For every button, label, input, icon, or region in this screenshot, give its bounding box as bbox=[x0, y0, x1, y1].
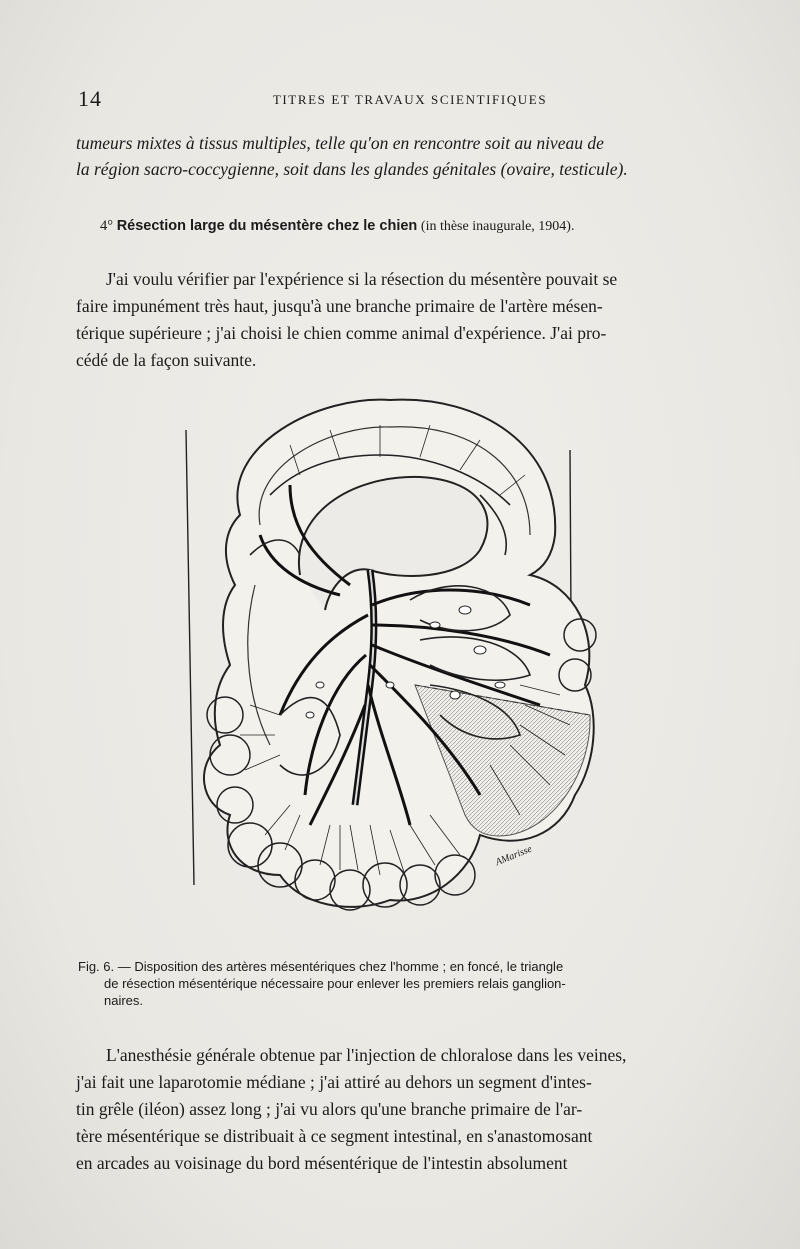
text-line: cédé de la façon suivante. bbox=[76, 350, 257, 370]
paragraph-2 bbox=[76, 1042, 718, 1177]
caption-line: Disposition des artères mésentériques chez l'homme ; en foncé, le triangle bbox=[134, 959, 564, 974]
page-number: 14 bbox=[78, 86, 102, 111]
mesenteric-arteries-illustration bbox=[180, 385, 610, 930]
caption-line: de résection mésentérique nécessaire pour enlever les premiers relais ganglion- bbox=[104, 976, 566, 991]
intro-text bbox=[76, 130, 718, 182]
text-line: tin grêle (iléon) assez long ; j'ai vu alors qu'une branche primaire de l'ar- bbox=[76, 1099, 583, 1119]
text-line: L'anesthésie générale obtenue par l'injection de chloralose dans les veines, bbox=[106, 1045, 627, 1065]
text-line: la région sacro-coccygienne, soit dans les glandes génitales (ovaire, testicule). bbox=[76, 159, 628, 179]
paragraph-1 bbox=[76, 266, 718, 374]
engraver-signature: AMarisse bbox=[494, 843, 534, 869]
section-note: (in thèse inaugurale, 1904). bbox=[420, 219, 575, 234]
section-title: Résection large du mésentère chez le chien bbox=[116, 218, 418, 234]
text-line: en arcades au voisinage du bord mésentérique de l'intestin absolument bbox=[76, 1153, 568, 1173]
section-heading bbox=[100, 218, 574, 235]
section-number: 4° bbox=[100, 218, 114, 234]
text-line: faire impunément très haut, jusqu'à une branche primaire de l'artère mésen- bbox=[76, 296, 603, 316]
running-title: TITRES ET TRAVAUX SCIENTIFIQUES bbox=[272, 92, 548, 107]
text-line: j'ai fait une laparotomie médiane ; j'ai attiré au dehors un segment d'intes- bbox=[76, 1072, 592, 1092]
caption-label: Fig. 6. bbox=[78, 959, 115, 974]
caption-line: naires. bbox=[104, 993, 144, 1008]
figure-caption: Fig. 6. — Disposition des artères mésentériques chez l'homme ; en foncé, le triangle de résection mésentérique nécessaire pour enlever les premiers relais ganglion- naires. bbox=[78, 958, 718, 1009]
text-line: J'ai voulu vérifier par l'expérience si la résection du mésentère pouvait se bbox=[106, 269, 618, 289]
text-line: térique supérieure ; j'ai choisi le chien comme animal d'expérience. J'ai pro- bbox=[76, 323, 607, 343]
text-line: tère mésentérique se distribuait à ce segment intestinal, en s'anastomosant bbox=[76, 1126, 593, 1146]
text-line: tumeurs mixtes à tissus multiples, telle qu'on en rencontre soit au niveau de bbox=[76, 133, 604, 153]
